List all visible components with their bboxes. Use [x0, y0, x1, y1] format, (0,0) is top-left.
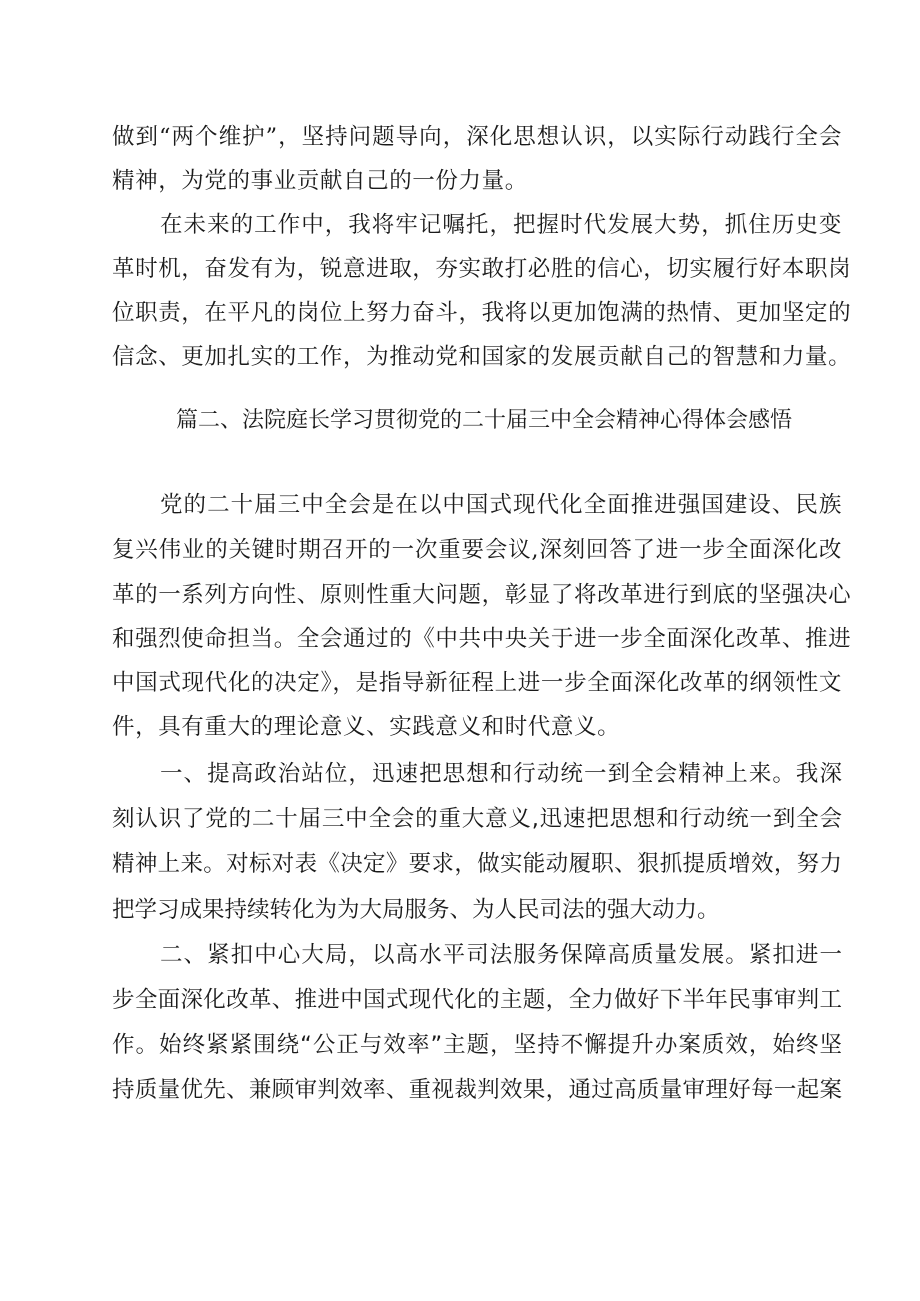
text-line: 在未来的工作中，我将牢记嘱托，把握时代发展大势，抓住历史变: [160, 212, 842, 238]
text-line: 件，具有重大的理论意义、实践意义和时代意义。: [112, 714, 621, 740]
text-line: 二、紧扣中心大局，以高水平司法服务保障高质量发展。紧扣进一: [160, 942, 842, 968]
text-line: 作。始终紧紧围绕“公正与效率”主题，坚持不懈提升办案质效，始终坚: [112, 1032, 842, 1058]
text-line: 信念、更加扎实的工作，为推动党和国家的发展贡献自己的智慧和力量。: [112, 344, 852, 370]
text-line: 步全面深化改革、推进中国式现代化的主题，全力做好下半年民事审判工: [112, 987, 842, 1013]
text-line: 中国式现代化的决定》，是指导新征程上进一步全面深化改革的纲领性文: [112, 670, 842, 696]
section-title-text: 篇二、法院庭长学习贯彻党的二十届三中全会精神心得体会感悟: [175, 408, 792, 433]
text-line: 一、提高政治站位，迅速把思想和行动统一到全会精神上来。我深: [160, 761, 842, 787]
text-line: 位职责，在平凡的岗位上努力奋斗，我将以更加饱满的热情、更加坚定的: [112, 300, 852, 326]
text-line: 精神，为党的事业贡献自己的一份力量。: [112, 168, 528, 194]
text-line: 精神上来。对标对表《决定》要求，做实能动履职、狠抓提质增效，努力: [112, 851, 842, 877]
text-line: 刻认识了党的二十届三中全会的重大意义,迅速把思想和行动统一到全会: [112, 806, 842, 832]
text-line: 把学习成果持续转化为为大局服务、为人民司法的强大动力。: [112, 897, 720, 923]
section-title: [0, 406, 920, 436]
text-line: 革的一系列方向性、原则性重大问题，彰显了将改革进行到底的坚强决心: [112, 582, 852, 608]
text-line: 党的二十届三中全会是在以中国式现代化全面推进强国建设、民族: [160, 492, 842, 518]
text-line: 做到“两个维护”，坚持问题导向，深化思想认识，以实际行动践行全会: [112, 124, 842, 150]
text-line: 和强烈使命担当。全会通过的《中共中央关于进一步全面深化改革、推进: [112, 626, 852, 652]
text-line: 复兴伟业的关键时期召开的一次重要会议,深刻回答了进一步全面深化改: [112, 537, 842, 563]
text-line: 持质量优先、兼顾审判效率、重视裁判效果，通过高质量审理好每一起案: [112, 1077, 842, 1103]
text-line: 革时机，奋发有为，锐意进取，夯实敢打必胜的信心，切实履行好本职岗: [112, 256, 852, 282]
